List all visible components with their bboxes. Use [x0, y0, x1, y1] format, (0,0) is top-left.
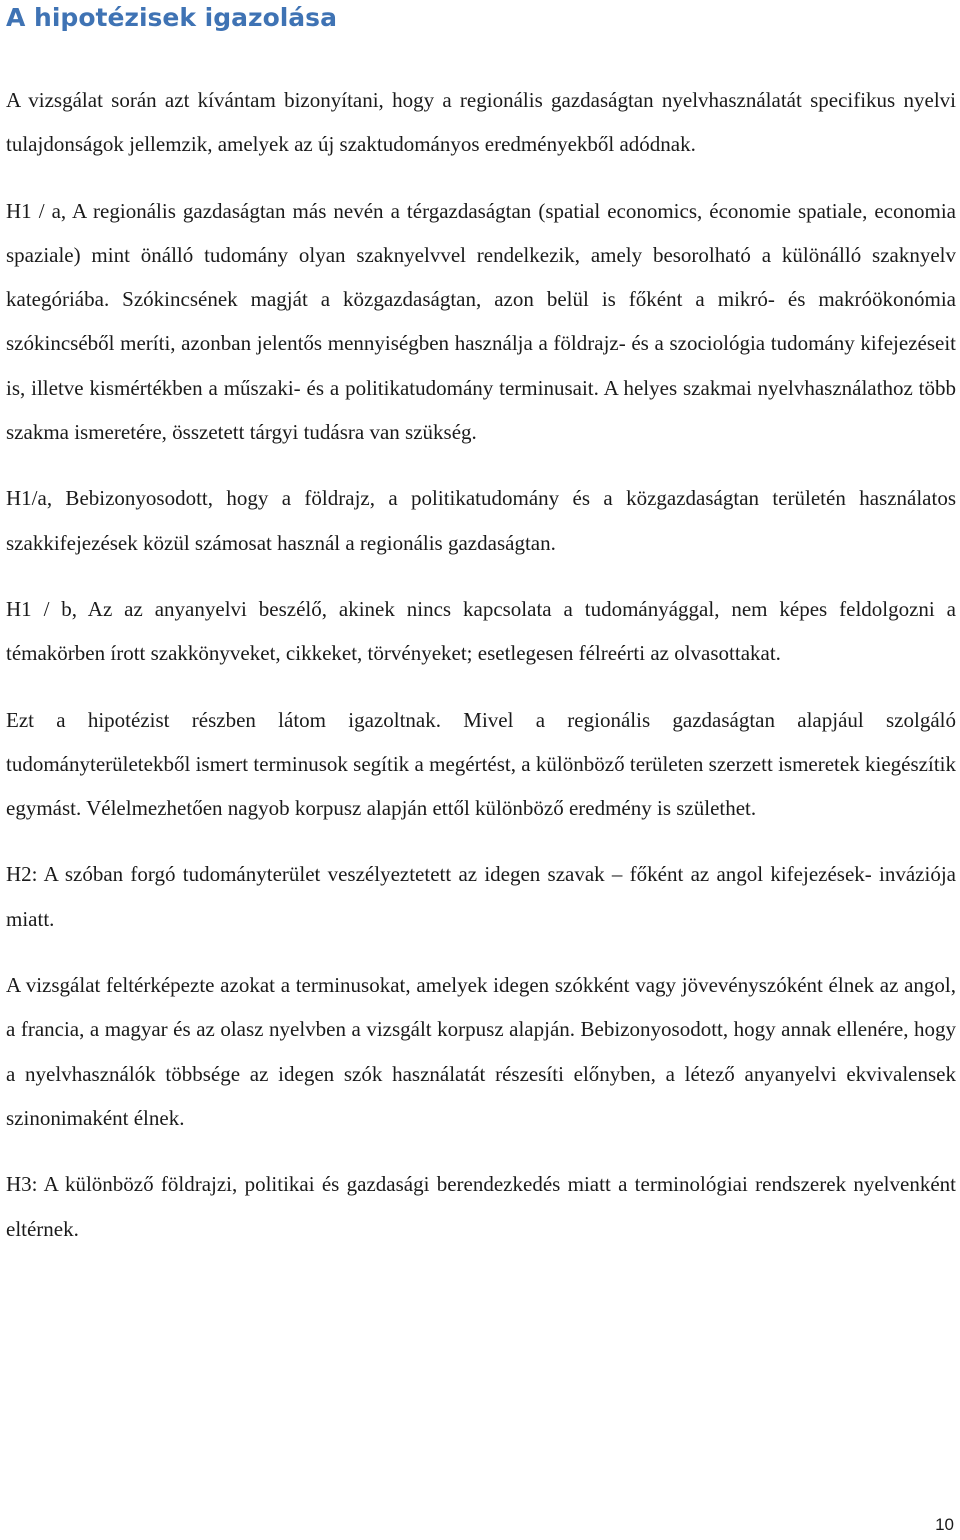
page-number: 10: [935, 1515, 954, 1534]
paragraph-h1b: H1 / b, Az az anyanyelvi beszélő, akinek nincs kapcsolata a tudományággal, nem képes feldolgozni a témakörben írott szakkönyveket, cikkeket, törvényeket; esetlegesen félreérti az olvasottakat.: [6, 596, 956, 666]
paragraph-h1a: H1 / a, A regionális gazdaságtan más nevén a térgazdaságtan (spatial economics, économie spatiale, economia spaziale) mint önálló tudomány olyan szaknyelvvel rendelkezik, amely besorolható a különálló szaknyelv kategóriába. Szókincsének magját a közgazdaságtan, azon belül is főként a mikró- és makróökonómia szókincséből meríti, azonban jelentős mennyiségben használja a földrajz- és a szociológia tudomány kifejezéseit is, illetve kismértékben a műszaki- és a politikatudomány terminusait. A helyes szakmai nyelvhasználathoz több szakma ismeretére, összetett tárgyi tudásra van szükség.: [6, 198, 956, 445]
section-heading: A hipotézisek igazolása: [6, 3, 337, 32]
paragraph-intro: A vizsgálat során azt kívántam bizonyítani, hogy a regionális gazdaságtan nyelvhasználatát specifikus nyelvi tulajdonságok jellemzik, amelyek az új szaktudományos eredményekből adódnak.: [6, 88, 956, 157]
paragraph-h2: H2: A szóban forgó tudományterület veszélyeztetett az idegen szavak – főként az angol kifejezések- inváziója miatt.: [6, 862, 956, 931]
paragraph-h1a-result: H1/a, Bebizonyosodott, hogy a földrajz, a politikatudomány és a közgazdaságtan területén használatos szakkifejezések közül számosat használ a regionális gazdaságtan.: [6, 486, 956, 555]
body-text: [6, 78, 956, 1273]
paragraph-h3: H3: A különböző földrajzi, politikai és gazdasági berendezkedés miatt a terminológiai rendszerek nyelvenként eltérnek.: [6, 1172, 956, 1241]
paragraph-h1b-result: Ezt a hipotézist részben látom igazoltnak. Mivel a regionális gazdaságtan alapjául szolgáló tudományterületekből ismert terminusok segítik a megértést, a különböző területen szerzett ismeretek kiegészítik egymást. Vélelmezhetően nagyob korpusz alapján ettől különböző eredmény is születhet.: [6, 707, 956, 821]
paragraph-h2-result: A vizsgálat feltérképezte azokat a terminusokat, amelyek idegen szókként vagy jövevényszóként élnek az angol, a francia, a magyar és az olasz nyelvben a vizsgált korpusz alapján. Bebizonyosodott, hogy annak ellenére, hogy a nyelvhasználók többsége az idegen szók használatát részesíti előnyben, a létező anyanyelvi ekvivalensek szinonimaként élnek.: [6, 973, 956, 1130]
